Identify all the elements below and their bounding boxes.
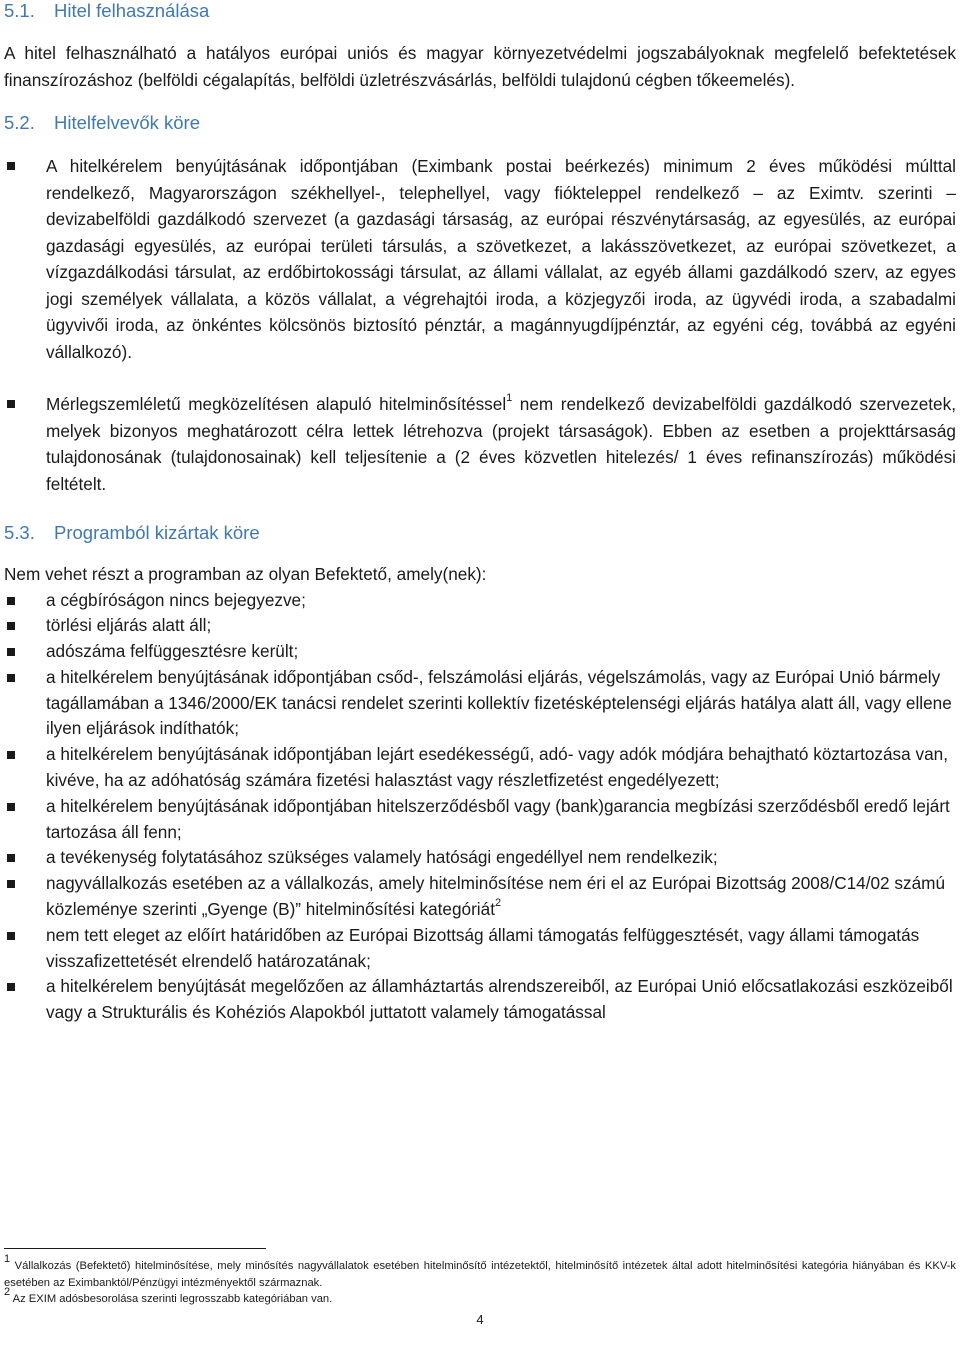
list-item [4,742,956,794]
square-bullet-icon [7,803,15,811]
section-5-1-heading [4,0,956,23]
square-bullet-icon [7,854,15,862]
section-number: 5.2. [4,112,35,133]
section-number: 5.3. [4,522,35,543]
list-item [4,845,956,871]
footnote-ref-1[interactable]: 1 [506,392,513,405]
list-item [4,639,956,665]
list-item [4,974,956,1026]
section-title: Programból kizártak köre [54,522,260,543]
list-item-text: a hitelkérelem benyújtásának időpontjában csőd-, felszámolási eljárás, végelszámolás, vagy az Európai Unió bármely tagállamában a 1346/2000/EK tanácsi rendelet szerinti kollektív fizetésképtelenségi eljárás hatálya alatt áll, vagy ellene ilyen eljárások indíthatók; [46,666,952,739]
section-5-3-intro: Nem vehet részt a programban az olyan Befektető, amely(nek): [4,564,487,584]
list-item [4,391,956,497]
list-item-text: a hitelkérelem benyújtásának időpontjában lejárt esedékességű, adó- vagy adók módjára behajtható köztartozása van, kivéve, ha az adóhatóság számára fizetési halasztást vagy részletfizetést engedélyezett; [46,744,948,791]
list-item-text: törlési eljárás alatt áll; [46,615,212,636]
excluded-list [4,588,956,1027]
document-page [4,0,956,1026]
section-number: 5.1. [4,0,35,21]
footnote-text: Az EXIM adósbesorolása szerinti legrosszabb kategóriában van. [12,1293,333,1305]
footnote-mark: 1 [4,1253,11,1266]
list-item-text: Mérlegszemléletű megközelítésen alapuló hitelminősítéssel [46,394,507,414]
list-item-text: a hitelkérelem benyújtásának időpontjában hitelszerződésből vagy (bank)garancia megbízási szerződésből eredő lejárt tartozása áll fenn; [46,795,950,842]
list-item [4,871,956,923]
square-bullet-icon [7,983,15,991]
square-bullet-icon [7,932,15,940]
square-bullet-icon [7,400,15,408]
page-number: 4 [476,1312,484,1327]
list-item-text: nem rendelkező devizabelföldi gazdálkodó szervezetek, melyek bizonyos meghatározott célra lettek létrehozva (projekt társaságok). Ebben az esetben a projekttársaság tulajdonosának (tulajdonosainak) kell teljesítenie a (2 éves közvetlen hitelezés/ 1 éves refinanszírozás) működési feltételt. [46,394,956,494]
square-bullet-icon [7,648,15,656]
borrower-list [4,153,956,497]
list-item [4,153,956,365]
square-bullet-icon [7,597,15,605]
square-bullet-icon [7,622,15,630]
square-bullet-icon [7,674,15,682]
list-item-text: A hitelkérelem benyújtásának időpontjában (Eximbank postai beérkezés) minimum 2 éves működési múlttal rendelkező, Magyarországon székhellyel-, telephellyel, vagy fiókteleppel rendelkező – az Eximtv. szerinti – devizabelföldi gazdálkodó szervezet (a gazdasági társaság, az európai részvénytársaság, az egyesülés, az európai gazdasági egyesülés, az európai területi társulás, a szövetkezet, a lakásszövetkezet, az európai szövetkezet, a vízgazdálkodási társulat, az erdőbirtokossági társulat, az állami vállalat, az egyéb állami gazdálkodó szerv, az egyes jogi személyek vállalata, a közös vállalat, a végrehajtói iroda, a közjegyzői iroda, az ügyvédi iroda, a szabadalmi ügyvivői iroda, az önkéntes kölcsönös biztosító pénztár, a magánnyugdíjpénztár, az egyéni cég, továbbá az egyéni vállalkozó). [46,156,956,362]
square-bullet-icon [7,880,15,888]
list-item-text: nem tett eleget az előírt határidőben az Európai Bizottság állami támogatás felfüggesztését, vagy állami támogatás visszafizettetését elrendelő határozatának; [46,924,920,971]
footnote-text: Vállalkozás (Befektető) hitelminősítése, mely minősítés nagyvállalatok esetében hitelminősítő intézetektől, hitelminősítő intézetek által adott hitelminősítési kategória hiányában és KKV-k esetében az Eximbanktól/Pénzügyi intézményektől származnak. [4,1260,956,1289]
footnote-ref-2[interactable]: 2 [494,897,502,910]
list-item-text: a tevékenység folytatásához szükséges valamely hatósági engedéllyel nem rendelkezik; [46,847,718,868]
section-5-3-heading [4,521,956,545]
list-item-text: a cégbíróságon nincs bejegyezve; [46,589,306,610]
footnotes [4,1253,956,1308]
section-title: Hitelfelvevők köre [54,112,201,133]
list-item [4,794,956,846]
list-item-text: a hitelkérelem benyújtását megelőzően az államháztartás alrendszereiből, az Európai Unió előcsatlakozási eszközeiből vagy a Strukturális és Kohéziós Alapokból juttatott valamely támogatással [46,976,953,1023]
list-item [4,923,956,975]
list-item [4,613,956,639]
section-5-1-body: A hitel felhasználható a hatályos európai uniós és magyar környezetvédelmi jogszabályoknak megfelelő befektetések finanszírozáshoz (belföldi cégalapítás, belföldi üzletrészvásárlás, belföldi tulajdonú cégben tőkeemelés). [4,43,956,90]
footnote-2 [4,1286,956,1308]
footnote-separator [4,1248,266,1249]
list-item [4,665,956,742]
square-bullet-icon [7,751,15,759]
section-5-2-heading [4,111,956,135]
list-item-text: nagyvállalkozás esetében az a vállalkozás, amely hitelminősítése nem éri el az Európai Bizottság 2008/C14/02 számú közleménye szerinti „Gyenge (B)” hitelminősítési kategóriát [46,873,946,920]
footnote-1 [4,1253,956,1291]
footnote-mark: 2 [4,1286,11,1299]
section-title: Hitel felhasználása [54,0,210,21]
square-bullet-icon [7,162,15,170]
list-item [4,588,956,614]
list-item-text: adószáma felfüggesztésre került; [46,641,299,662]
